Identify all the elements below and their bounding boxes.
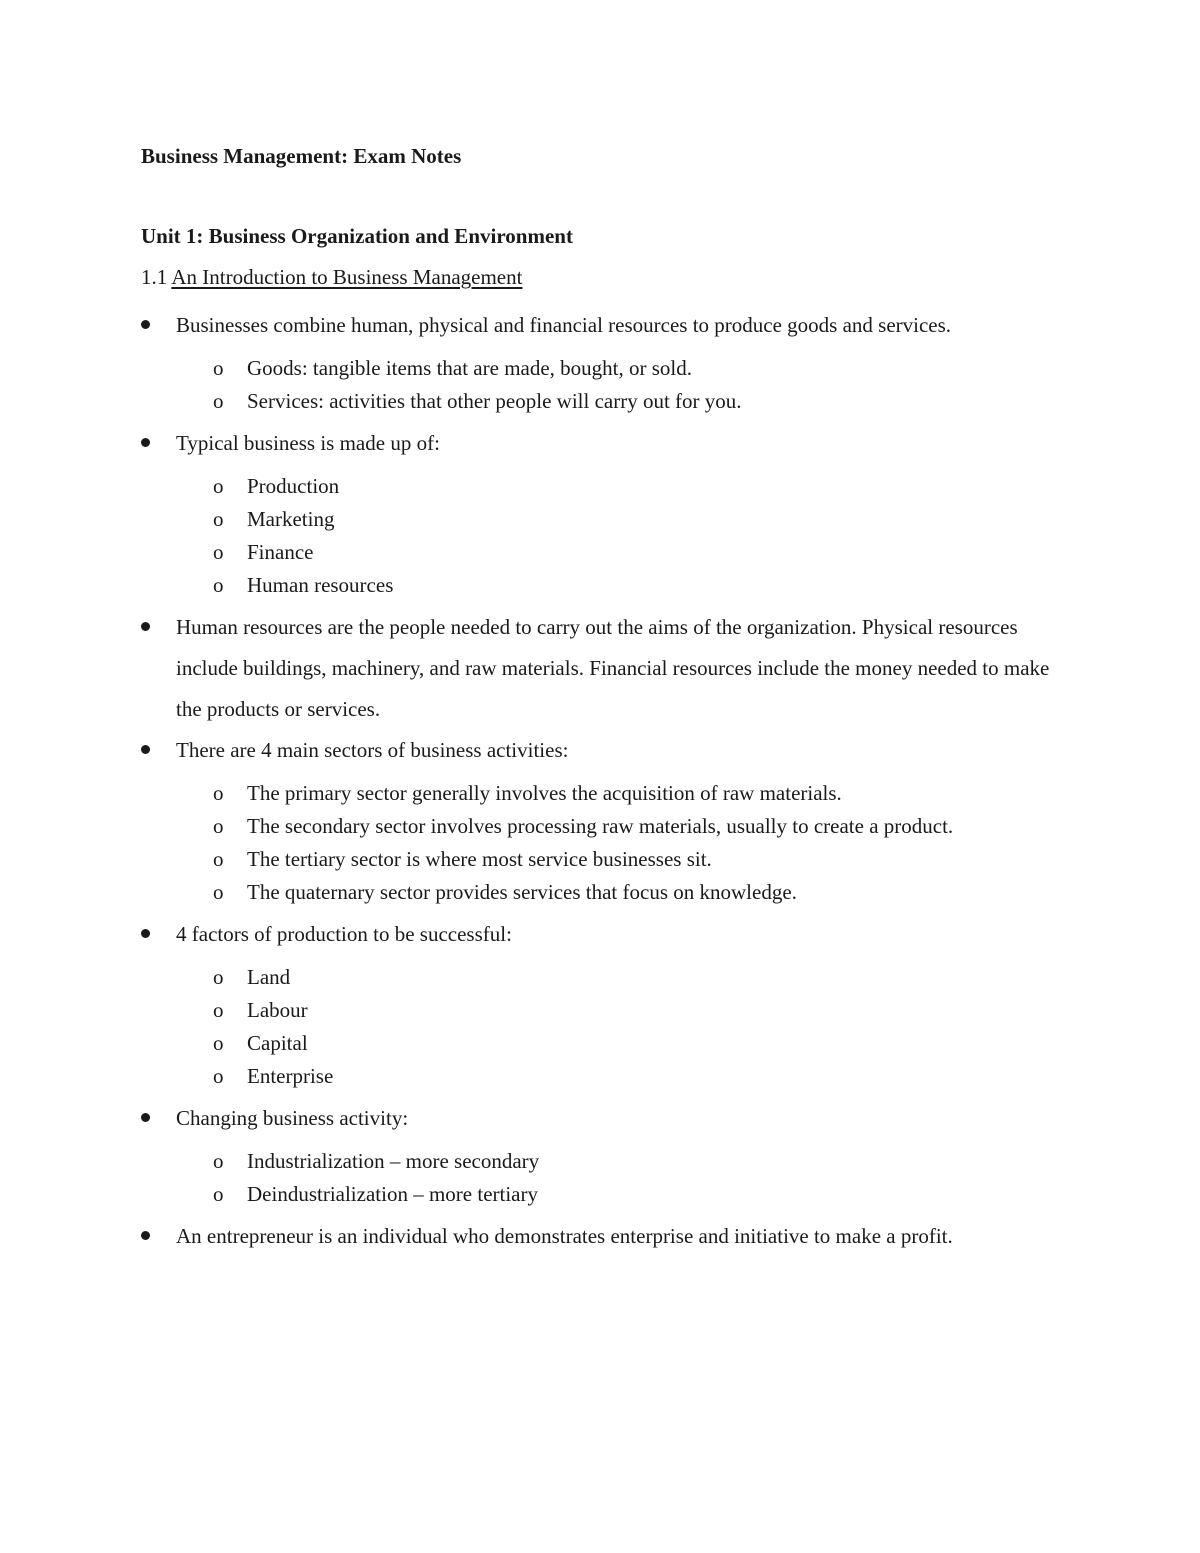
sub-bullet-item <box>141 815 1061 837</box>
sub-bullet-text: Human resources <box>247 573 394 597</box>
sub-bullet-marker: o <box>213 573 224 597</box>
sub-bullet-marker: o <box>213 847 224 871</box>
notes-list <box>141 305 1061 1257</box>
section-title: An Introduction to Business Management <box>171 265 523 289</box>
bullet-text: Typical business is made up of: <box>176 431 440 455</box>
sub-bullet-text: Production <box>247 474 340 498</box>
sub-bullet-text: Finance <box>247 540 314 564</box>
sub-bullet-item <box>141 782 1061 804</box>
sub-bullet-marker: o <box>213 1031 224 1055</box>
bullet-item <box>141 305 1061 346</box>
sub-bullet-marker: o <box>213 998 224 1022</box>
bullet-dot-icon <box>141 1113 150 1122</box>
sub-bullet-item <box>141 574 1061 596</box>
sub-bullet-text: Enterprise <box>247 1064 334 1088</box>
sub-bullet-text: Deindustrialization – more tertiary <box>247 1182 538 1206</box>
bullet-item <box>141 914 1061 955</box>
sub-bullet-item <box>141 508 1061 530</box>
sub-bullet-text: Goods: tangible items that are made, bought, or sold. <box>247 356 692 380</box>
document-title: Business Management: Exam Notes <box>141 144 462 168</box>
sub-bullet-item <box>141 1065 1061 1087</box>
sub-bullet-item <box>141 1183 1061 1205</box>
unit-title: Unit 1: Business Organization and Environment <box>141 224 573 248</box>
section-heading <box>141 265 522 290</box>
bullet-dot-icon <box>141 745 150 754</box>
sub-bullet-marker: o <box>213 507 224 531</box>
bullet-item <box>141 1216 1061 1257</box>
sub-bullet-item <box>141 390 1061 412</box>
sub-bullet-marker: o <box>213 781 224 805</box>
sub-bullet-text: The primary sector generally involves the acquisition of raw materials. <box>247 781 842 805</box>
bullet-text: Changing business activity: <box>176 1106 409 1130</box>
bullet-dot-icon <box>141 929 150 938</box>
sub-bullet-text: Land <box>247 965 291 989</box>
sub-bullet-item <box>141 357 1061 379</box>
bullet-dot-icon <box>141 622 150 631</box>
section-number: 1.1 <box>141 265 172 289</box>
sub-bullet-marker: o <box>213 474 224 498</box>
bullet-dot-icon <box>141 320 150 329</box>
bullet-item <box>141 730 1061 771</box>
sub-bullet-item <box>141 541 1061 563</box>
sub-bullet-marker: o <box>213 1064 224 1088</box>
sub-bullet-text: Capital <box>247 1031 308 1055</box>
bullet-item <box>141 607 1061 730</box>
bullet-item <box>141 423 1061 464</box>
bullet-item <box>141 1098 1061 1139</box>
sub-bullet-marker: o <box>213 1182 224 1206</box>
sub-bullet-marker: o <box>213 356 224 380</box>
bullet-text: Businesses combine human, physical and financial resources to produce goods and services. <box>176 313 952 337</box>
sub-bullet-text: The tertiary sector is where most service businesses sit. <box>247 847 712 871</box>
sub-bullet-item <box>141 848 1061 870</box>
sub-bullet-marker: o <box>213 814 224 838</box>
sub-bullet-marker: o <box>213 1149 224 1173</box>
sub-bullet-text: Marketing <box>247 507 335 531</box>
sub-bullet-text: The secondary sector involves processing raw materials, usually to create a product. <box>247 814 954 838</box>
sub-bullet-text: Labour <box>247 998 308 1022</box>
sub-bullet-text: Services: activities that other people will carry out for you. <box>247 389 742 413</box>
sub-bullet-item <box>141 1150 1061 1172</box>
bullet-text: There are 4 main sectors of business activities: <box>176 738 569 762</box>
sub-bullet-marker: o <box>213 965 224 989</box>
bullet-text: Human resources are the people needed to carry out the aims of the organization. Physical resources include buildings, machinery, and raw materials. Financial resources include the money needed to make the products or services. <box>176 615 1050 721</box>
sub-bullet-marker: o <box>213 540 224 564</box>
bullet-text: 4 factors of production to be successful: <box>176 922 512 946</box>
sub-bullet-item <box>141 1032 1061 1054</box>
sub-bullet-marker: o <box>213 389 224 413</box>
bullet-text: An entrepreneur is an individual who demonstrates enterprise and initiative to make a profit. <box>176 1224 953 1248</box>
sub-bullet-marker: o <box>213 880 224 904</box>
sub-bullet-text: The quaternary sector provides services that focus on knowledge. <box>247 880 797 904</box>
sub-bullet-item <box>141 881 1061 903</box>
sub-bullet-item <box>141 999 1061 1021</box>
sub-bullet-text: Industrialization – more secondary <box>247 1149 540 1173</box>
bullet-dot-icon <box>141 1231 150 1240</box>
sub-bullet-item <box>141 966 1061 988</box>
sub-bullet-item <box>141 475 1061 497</box>
bullet-dot-icon <box>141 438 150 447</box>
